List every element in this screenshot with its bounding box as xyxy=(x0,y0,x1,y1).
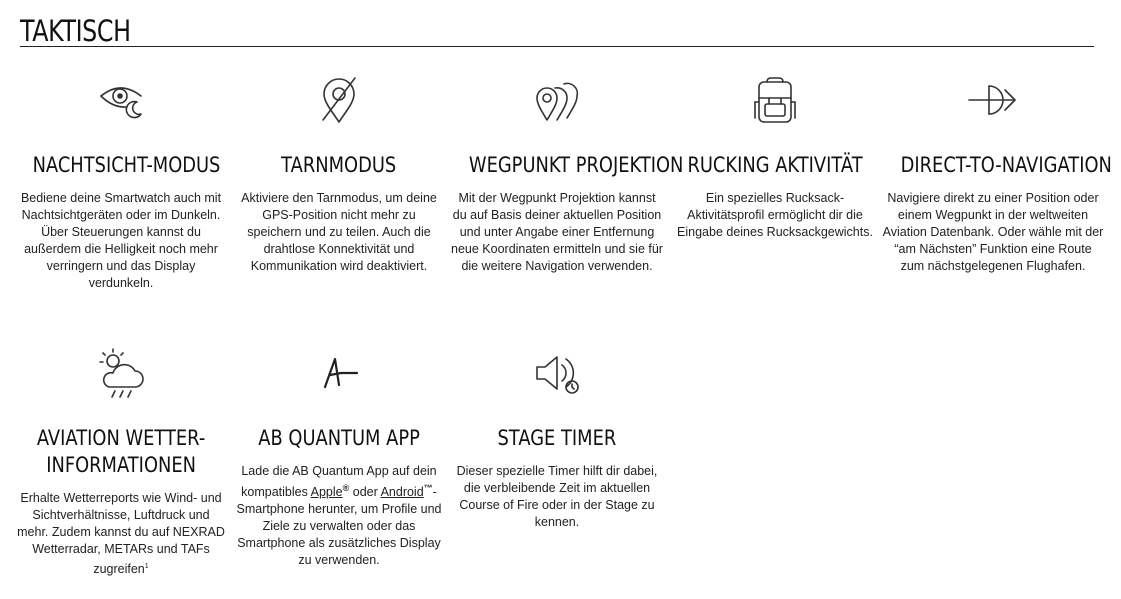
feature-title: RUCKING AKTIVITÄT xyxy=(687,153,863,177)
apple-link[interactable]: Apple xyxy=(310,485,343,500)
feature-title: NACHTSICHT-MODUS xyxy=(32,153,221,177)
feature-description: Navigiere direkt zu einer Position oder einem Wegpunkt in der weltweiten Aviation Datenbank. Oder wähle mit der “am Nächsten” Funktion eine Route zum nächstgelegenen Flughafen. xyxy=(882,191,1104,273)
eye-moon-icon xyxy=(93,72,149,128)
feature-stealth-mode xyxy=(234,72,444,275)
feature-aviation-weather xyxy=(16,345,226,578)
feature-title: DIRECT-TO-NAVIGATION xyxy=(900,153,1112,177)
feature-description: Aktiviere den Tarnmodus, um deine GPS-Position nicht mehr zu speichern und zu teilen. Auch die drahtlose Konnektivität und Kommunikation wird deaktiviert. xyxy=(241,191,437,273)
feature-ab-quantum-app xyxy=(234,345,444,569)
feature-description: Mit der Wegpunkt Projektion kannst du auf Basis deiner aktuellen Position und unter Angabe einer Entfernung neue Koordinaten ermitteln und sie für die weitere Navigation verwenden. xyxy=(451,191,663,273)
title-divider xyxy=(20,46,1094,47)
android-link[interactable]: Android xyxy=(380,485,424,500)
feature-rucking-activity xyxy=(670,72,880,241)
feature-title: AVIATION WETTER- xyxy=(36,426,206,450)
feature-title: STAGE TIMER xyxy=(497,426,617,450)
feature-stage-timer xyxy=(450,345,664,531)
feature-description: Erhalte Wetterreports wie Wind- und Sichtverhältnisse, Luftdruck und mehr. Zudem kannst du auf NEXRAD Wetterradar, METARs und TAFs zugreifen$^1$ xyxy=(17,491,225,577)
location-off-icon xyxy=(311,72,367,128)
footnote-marker: 1 xyxy=(144,563,149,570)
weather-cloud-icon xyxy=(93,345,149,401)
backpack-icon xyxy=(747,72,803,128)
feature-night-vision xyxy=(16,72,226,292)
feature-description: Ein spezielles Rucksack-Aktivitätsprofil ermöglicht dir die Eingabe deines Rucksackgewichts. xyxy=(677,191,873,239)
section-title: TAKTISCH xyxy=(20,14,131,48)
feature-description: Bediene deine Smartwatch auch mit Nachtsichtgeräten oder im Dunkeln. Über Steuerungen kannst du außerdem die Helligkeit noch mehr verringern und das Display verdunkeln. xyxy=(20,191,222,290)
feature-title: TARNMODUS xyxy=(281,153,397,177)
speaker-timer-icon xyxy=(529,345,585,401)
feature-description: Dieser spezielle Timer hilft dir dabei, die verbleibende Zeit im aktuellen Course of Fire oder in der Stage zu kennen. xyxy=(456,464,658,529)
waypoint-pins-icon xyxy=(529,72,585,128)
direct-to-arrow-icon xyxy=(965,72,1021,128)
feature-description: Lade die AB Quantum App auf dein kompatibles Apple® oder Android™-Smartphone herunter, um Profile und Ziele zu verwalten oder das Smartphone als zusätzliches Display zu verwenden. xyxy=(236,464,442,568)
feature-waypoint-projection xyxy=(450,72,684,275)
ab-quantum-logo-icon xyxy=(311,345,367,401)
feature-title: AB QUANTUM APP xyxy=(258,426,420,450)
feature-title-line2: INFORMATIONEN xyxy=(46,453,196,477)
feature-title: WEGPUNKT PROJEKTION xyxy=(468,153,684,177)
feature-direct-to-navigation xyxy=(882,72,1112,275)
